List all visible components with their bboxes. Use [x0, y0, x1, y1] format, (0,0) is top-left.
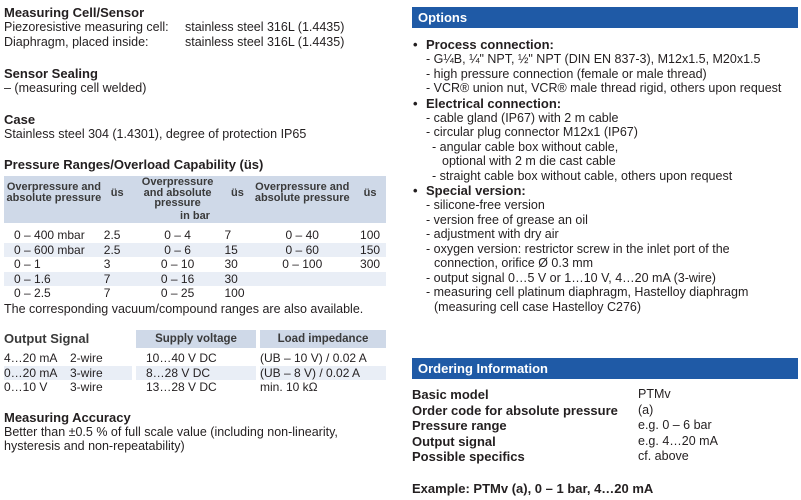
- option-item: - silicone-free version: [426, 198, 545, 212]
- table-cell: 7: [103, 286, 111, 300]
- option-item: - version free of grease an oil: [426, 212, 588, 227]
- option-item: - output signal 0…5 V or 1…10 V, 4…20 mA (3-wire): [426, 270, 716, 285]
- option-item: - straight cable box without cable, others upon request: [432, 168, 733, 183]
- output-signal-table: [4, 330, 386, 395]
- option-group-title: • Process connection:: [426, 37, 554, 52]
- table-cell: 150: [354, 243, 386, 258]
- table-cell: 100: [360, 228, 381, 242]
- unit-label: in bar: [4, 210, 386, 224]
- table-cell: (UB – 8 V) / 0.02 A: [260, 366, 386, 381]
- options-title: Options: [418, 10, 468, 25]
- column-header: üs: [104, 176, 131, 210]
- table-row: [4, 243, 386, 258]
- right-column: [412, 0, 798, 496]
- table-row: [4, 348, 386, 366]
- column-header: Load impedance: [260, 330, 386, 348]
- column-header: Overpressure and absolute pressure: [250, 176, 354, 210]
- ordering-info: [412, 387, 798, 465]
- spec-value: stainless steel 316L (1.4435): [185, 20, 345, 34]
- table-cell: 3-wire: [70, 366, 132, 381]
- pressure-title: Pressure Ranges/Overload Capability (üs): [4, 157, 264, 172]
- table-header-row: [4, 330, 386, 348]
- unit-row: [4, 210, 386, 224]
- list-item: [412, 96, 798, 184]
- table-row: [4, 257, 386, 272]
- table-cell: min. 10 kΩ: [260, 380, 318, 394]
- diaphragm-row: [4, 35, 392, 50]
- measuring-cell-section: [4, 5, 392, 49]
- pressure-section: [4, 157, 392, 316]
- table-cell: 0 – 2.5: [14, 286, 51, 300]
- table-cell: 0 – 16: [131, 272, 225, 287]
- option-item: - angular cable box without cable,: [432, 139, 619, 154]
- option-item: - VCR® union nut, VCR® male thread rigid, others upon request: [426, 81, 782, 95]
- table-cell: 4…20 mA: [4, 351, 58, 365]
- table-row: [4, 366, 386, 381]
- table-cell: 0…20 mA: [4, 366, 70, 381]
- option-group-title: • Electrical connection:: [426, 95, 562, 111]
- table-cell: 3-wire: [70, 380, 103, 394]
- table-row: [4, 286, 386, 301]
- left-column: [4, 0, 392, 454]
- pressure-table: [4, 176, 386, 301]
- table-cell: [354, 272, 386, 287]
- table-cell: 0 – 1.6: [4, 272, 104, 287]
- column-header: üs: [354, 176, 386, 210]
- option-item: - adjustment with dry air: [426, 227, 559, 241]
- column-header: üs: [224, 176, 250, 210]
- ordering-value: e.g. 4…20 mA: [638, 433, 718, 448]
- column-header: Supply voltage: [136, 330, 256, 348]
- table-cell: (UB – 10 V) / 0.02 A: [260, 351, 367, 365]
- ordering-row: [412, 449, 798, 465]
- sensor-sealing-text: – (measuring cell welded): [4, 81, 147, 95]
- accuracy-title: Measuring Accuracy: [4, 409, 131, 425]
- table-row: [4, 380, 386, 395]
- case-title: Case: [4, 111, 36, 127]
- option-group-title: • Special version:: [426, 183, 526, 198]
- option-item: - high pressure connection (female or male thread): [426, 66, 707, 81]
- option-item: connection, orifice Ø 0.3 mm: [434, 256, 594, 270]
- option-item: - G¼B, ¼" NPT, ½" NPT (DIN EN 837-3), M12x1.5, M20x1.5: [426, 52, 761, 66]
- measuring-cell-title: Measuring Cell/Sensor: [4, 5, 145, 20]
- ordering-row: [412, 387, 798, 403]
- ordering-label: Possible specifics: [412, 449, 525, 464]
- table-cell: 100: [224, 286, 245, 300]
- table-header-row: [4, 176, 386, 210]
- table-cell: 30: [224, 257, 238, 271]
- ordering-row: [412, 418, 798, 434]
- table-cell: [250, 272, 354, 287]
- case-section: [4, 112, 392, 142]
- option-item: - cable gland (IP67) with 2 m cable: [426, 110, 619, 125]
- table-cell: 8…28 V DC: [136, 366, 256, 381]
- sensor-sealing-section: [4, 66, 392, 96]
- table-row: [4, 272, 386, 287]
- table-cell: 7: [224, 228, 232, 242]
- option-item: - measuring cell platinum diaphragm, Hastelloy diaphragm: [426, 285, 749, 299]
- ordering-header-bar: [412, 358, 798, 379]
- table-cell: 0 – 400 mbar: [14, 228, 85, 242]
- ordering-label: Order code for absolute pressure: [412, 402, 618, 418]
- spec-value: stainless steel 316L (1.4435): [185, 34, 345, 49]
- sensor-sealing-title: Sensor Sealing: [4, 66, 98, 81]
- options-list: [412, 37, 798, 314]
- ordering-title: Ordering Information: [418, 361, 548, 376]
- ordering-label: Basic model: [412, 387, 489, 402]
- table-cell: [250, 286, 354, 301]
- table-cell: 10…40 V DC: [146, 351, 217, 365]
- ordering-value: cf. above: [638, 449, 689, 463]
- spec-label: Piezoresistive measuring cell:: [4, 20, 169, 34]
- table-cell: 30: [224, 272, 250, 287]
- table-row: [4, 223, 386, 243]
- column-header: Overpressure and absolute pressure: [4, 176, 104, 210]
- accuracy-text: Better than ±0.5 % of full scale value (including non-linearity, hysteresis and non-repeatability): [4, 424, 338, 453]
- option-item: - circular plug connector M12x1 (IP67): [426, 125, 638, 139]
- ordering-row: [412, 434, 798, 450]
- column-header: Overpressure and absolute pressure: [131, 176, 225, 210]
- table-cell: 3: [103, 257, 111, 271]
- accuracy-section: [4, 410, 392, 454]
- ordering-label: Output signal: [412, 433, 496, 449]
- table-cell: 0 – 25: [160, 286, 195, 300]
- list-item: [412, 183, 798, 314]
- list-item: [412, 37, 798, 96]
- option-item: optional with 2 m die cast cable: [442, 154, 616, 168]
- ordering-value: (a): [638, 402, 654, 417]
- table-cell: 0 – 60: [250, 243, 354, 258]
- pressure-note: The corresponding vacuum/compound ranges are also available.: [4, 301, 364, 316]
- table-cell: 0 – 6: [131, 243, 225, 258]
- output-signal-title: Output Signal: [4, 331, 90, 346]
- table-cell: 15: [224, 243, 250, 258]
- ordering-example: Example: PTMv (a), 0 – 1 bar, 4…20 mA: [412, 481, 654, 496]
- ordering-row: [412, 403, 798, 419]
- option-item: (measuring cell case Hastelloy C276): [434, 299, 642, 314]
- ordering-label: Pressure range: [412, 418, 507, 433]
- table-cell: 0 – 600 mbar: [4, 243, 104, 258]
- table-cell: 0…10 V: [4, 380, 48, 394]
- ordering-value: PTMv: [638, 387, 671, 401]
- case-text: Stainless steel 304 (1.4301), degree of protection IP65: [4, 126, 307, 141]
- table-cell: 13…28 V DC: [146, 380, 217, 394]
- table-cell: 2.5: [104, 243, 131, 258]
- table-cell: 2-wire: [70, 351, 103, 365]
- spec-label: Diaphragm, placed inside:: [4, 34, 149, 49]
- output-signal-section: [4, 330, 392, 395]
- options-header-bar: [412, 7, 798, 28]
- table-cell: 0 – 40: [285, 228, 319, 242]
- table-cell: 2.5: [103, 228, 121, 242]
- table-cell: [354, 286, 386, 301]
- table-cell: 0 – 100: [282, 257, 323, 271]
- measuring-cell-row: [4, 20, 392, 35]
- table-cell: 0 – 1: [14, 257, 41, 271]
- table-cell: 0 – 10: [160, 257, 195, 271]
- option-item: - oxygen version: restrictor screw in the inlet port of the: [426, 241, 730, 256]
- table-cell: 0 – 4: [164, 228, 191, 242]
- table-cell: 300: [360, 257, 381, 271]
- ordering-value: e.g. 0 – 6 bar: [638, 418, 712, 432]
- table-cell: 7: [104, 272, 131, 287]
